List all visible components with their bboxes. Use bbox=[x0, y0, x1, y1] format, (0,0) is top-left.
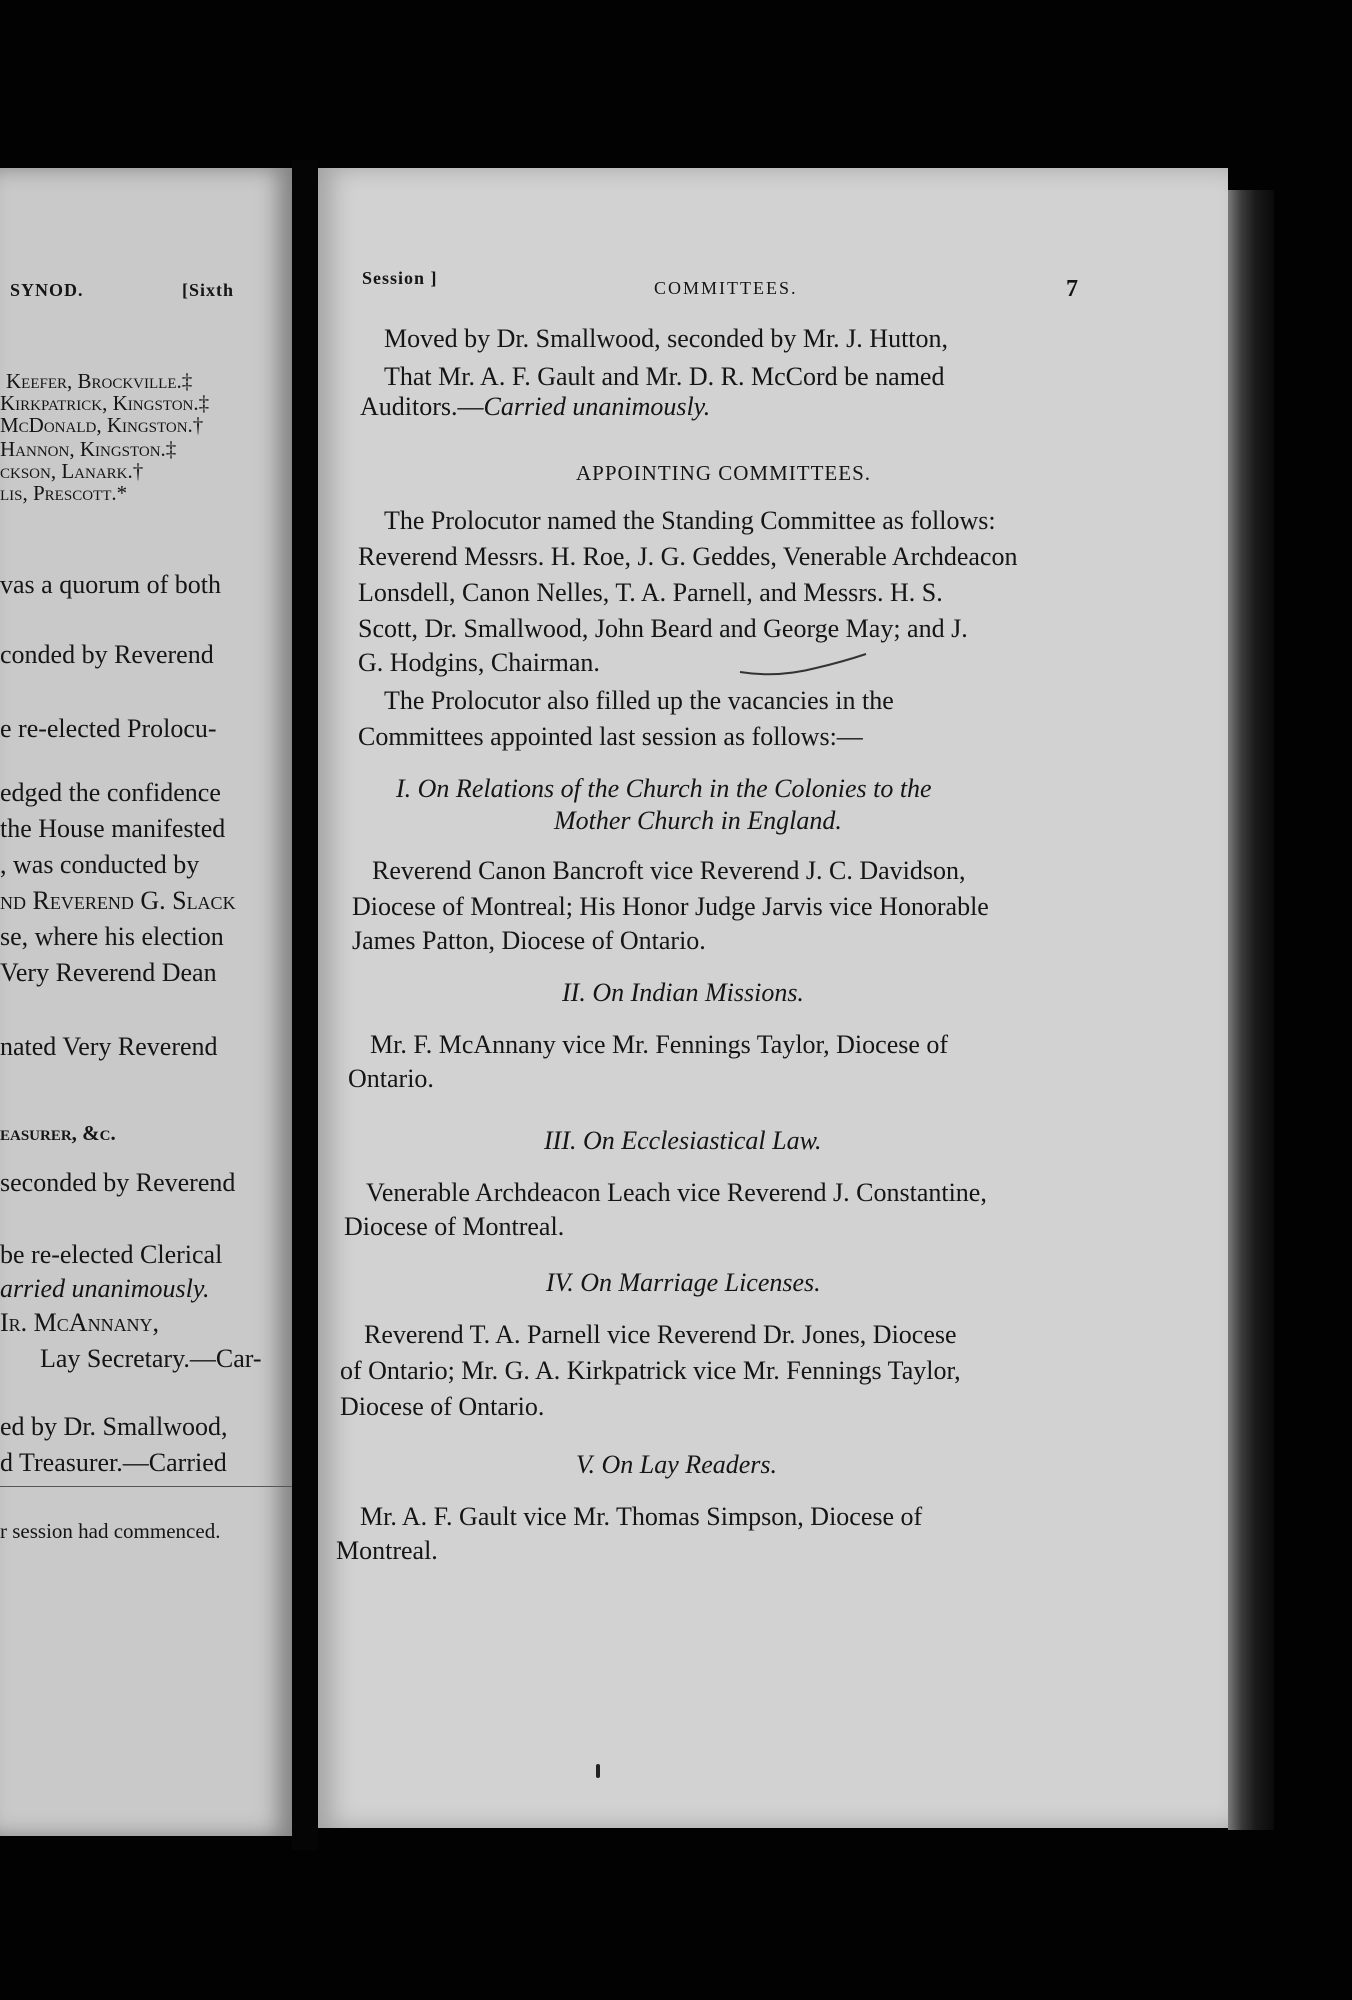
left-line: arried unanimously. bbox=[0, 1274, 210, 1303]
committee-heading: I. On Relations of the Church in the Colonies to the bbox=[396, 774, 932, 803]
running-header-title: COMMITTEES. bbox=[654, 278, 798, 298]
committee-body-line: Ontario. bbox=[348, 1064, 434, 1093]
left-line: d Treasurer.—Carried bbox=[0, 1448, 227, 1477]
left-line: edged the confidence bbox=[0, 778, 221, 807]
committee-heading: III. On Ecclesiastical Law. bbox=[544, 1126, 822, 1155]
motion-line: Auditors.—Carried unanimously. bbox=[360, 392, 711, 421]
standing-committee-line: The Prolocutor named the Standing Committee as follows: bbox=[384, 506, 996, 535]
left-page bbox=[0, 168, 292, 1836]
standing-committee-line: G. Hodgins, Chairman. bbox=[358, 648, 600, 677]
left-line: vas a quorum of both bbox=[0, 570, 221, 599]
motion-line: That Mr. A. F. Gault and Mr. D. R. McCord be named bbox=[384, 362, 945, 391]
left-line: e re-elected Prolocu- bbox=[0, 714, 217, 743]
left-line: lis, Prescott.* bbox=[0, 481, 128, 505]
committee-heading: Mother Church in England. bbox=[554, 806, 842, 835]
left-line: be re-elected Clerical bbox=[0, 1240, 223, 1269]
left-line: Kirkpatrick, Kingston.‡ bbox=[0, 391, 210, 415]
right-page bbox=[318, 168, 1228, 1828]
committee-heading: IV. On Marriage Licenses. bbox=[546, 1268, 821, 1297]
left-line: r session had commenced. bbox=[0, 1519, 221, 1543]
left-line: conded by Reverend bbox=[0, 640, 214, 669]
standing-committee-line: Reverend Messrs. H. Roe, J. G. Geddes, Venerable Archdeacon bbox=[358, 542, 1018, 571]
committee-body-line: Venerable Archdeacon Leach vice Reverend J. Constantine, bbox=[366, 1178, 987, 1207]
left-line: ckson, Lanark.† bbox=[0, 459, 144, 483]
committee-body-line: Reverend T. A. Parnell vice Reverend Dr. Jones, Diocese bbox=[364, 1320, 957, 1349]
committee-body-line: Montreal. bbox=[336, 1536, 438, 1565]
motion-line: Moved by Dr. Smallwood, seconded by Mr. J. Hutton, bbox=[384, 324, 949, 353]
standing-committee-line: Scott, Dr. Smallwood, John Beard and George May; and J. bbox=[358, 614, 968, 643]
left-line: Ir. McAnnany, bbox=[0, 1308, 160, 1337]
left-running-header-bracket: [Sixth bbox=[182, 280, 235, 300]
page-edge-shadow bbox=[1228, 190, 1274, 1830]
vacancies-line: The Prolocutor also filled up the vacancies in the bbox=[384, 686, 894, 715]
pencil-mark-icon bbox=[738, 652, 870, 678]
committee-heading: V. On Lay Readers. bbox=[576, 1450, 778, 1479]
running-header-session: Session ] bbox=[362, 268, 438, 288]
left-rule bbox=[0, 1486, 292, 1487]
committee-heading: II. On Indian Missions. bbox=[562, 978, 804, 1007]
left-line: seconded by Reverend bbox=[0, 1168, 236, 1197]
left-line: Very Reverend Dean bbox=[0, 958, 217, 987]
left-line: the House manifested bbox=[0, 814, 226, 843]
ink-speck bbox=[596, 1764, 600, 1778]
left-line: Lay Secretary.—Car- bbox=[40, 1344, 262, 1373]
left-line: Hannon, Kingston.‡ bbox=[0, 437, 177, 461]
committee-body-line: Mr. A. F. Gault vice Mr. Thomas Simpson, Diocese of bbox=[360, 1502, 923, 1531]
book-gutter bbox=[292, 160, 318, 1850]
left-line: Keefer, Brockville.‡ bbox=[6, 369, 193, 393]
left-section-heading: easurer, &c. bbox=[0, 1121, 116, 1145]
committee-body-line: Reverend Canon Bancroft vice Reverend J. C. Davidson, bbox=[372, 856, 966, 885]
committee-body-line: of Ontario; Mr. G. A. Kirkpatrick vice Mr. Fennings Taylor, bbox=[340, 1356, 961, 1385]
committee-body-line: James Patton, Diocese of Ontario. bbox=[352, 926, 706, 955]
committee-body-line: Mr. F. McAnnany vice Mr. Fennings Taylor, Diocese of bbox=[370, 1030, 949, 1059]
committee-body-line: Diocese of Montreal; His Honor Judge Jarvis vice Honorable bbox=[352, 892, 989, 921]
vacancies-line: Committees appointed last session as follows:— bbox=[358, 722, 863, 751]
left-line: , was conducted by bbox=[0, 850, 200, 879]
standing-committee-line: Lonsdell, Canon Nelles, T. A. Parnell, and Messrs. H. S. bbox=[358, 578, 943, 607]
left-line: se, where his election bbox=[0, 922, 224, 951]
left-line: nated Very Reverend bbox=[0, 1032, 218, 1061]
left-line: McDonald, Kingston.† bbox=[0, 413, 204, 437]
left-line: nd Reverend G. Slack bbox=[0, 886, 236, 915]
committee-body-line: Diocese of Montreal. bbox=[344, 1212, 565, 1241]
committee-body-line: Diocese of Ontario. bbox=[340, 1392, 545, 1421]
left-line: ed by Dr. Smallwood, bbox=[0, 1412, 228, 1441]
left-running-header: SYNOD. bbox=[10, 280, 84, 300]
section-title: APPOINTING COMMITTEES. bbox=[576, 461, 871, 485]
page-number: 7 bbox=[1066, 276, 1079, 302]
